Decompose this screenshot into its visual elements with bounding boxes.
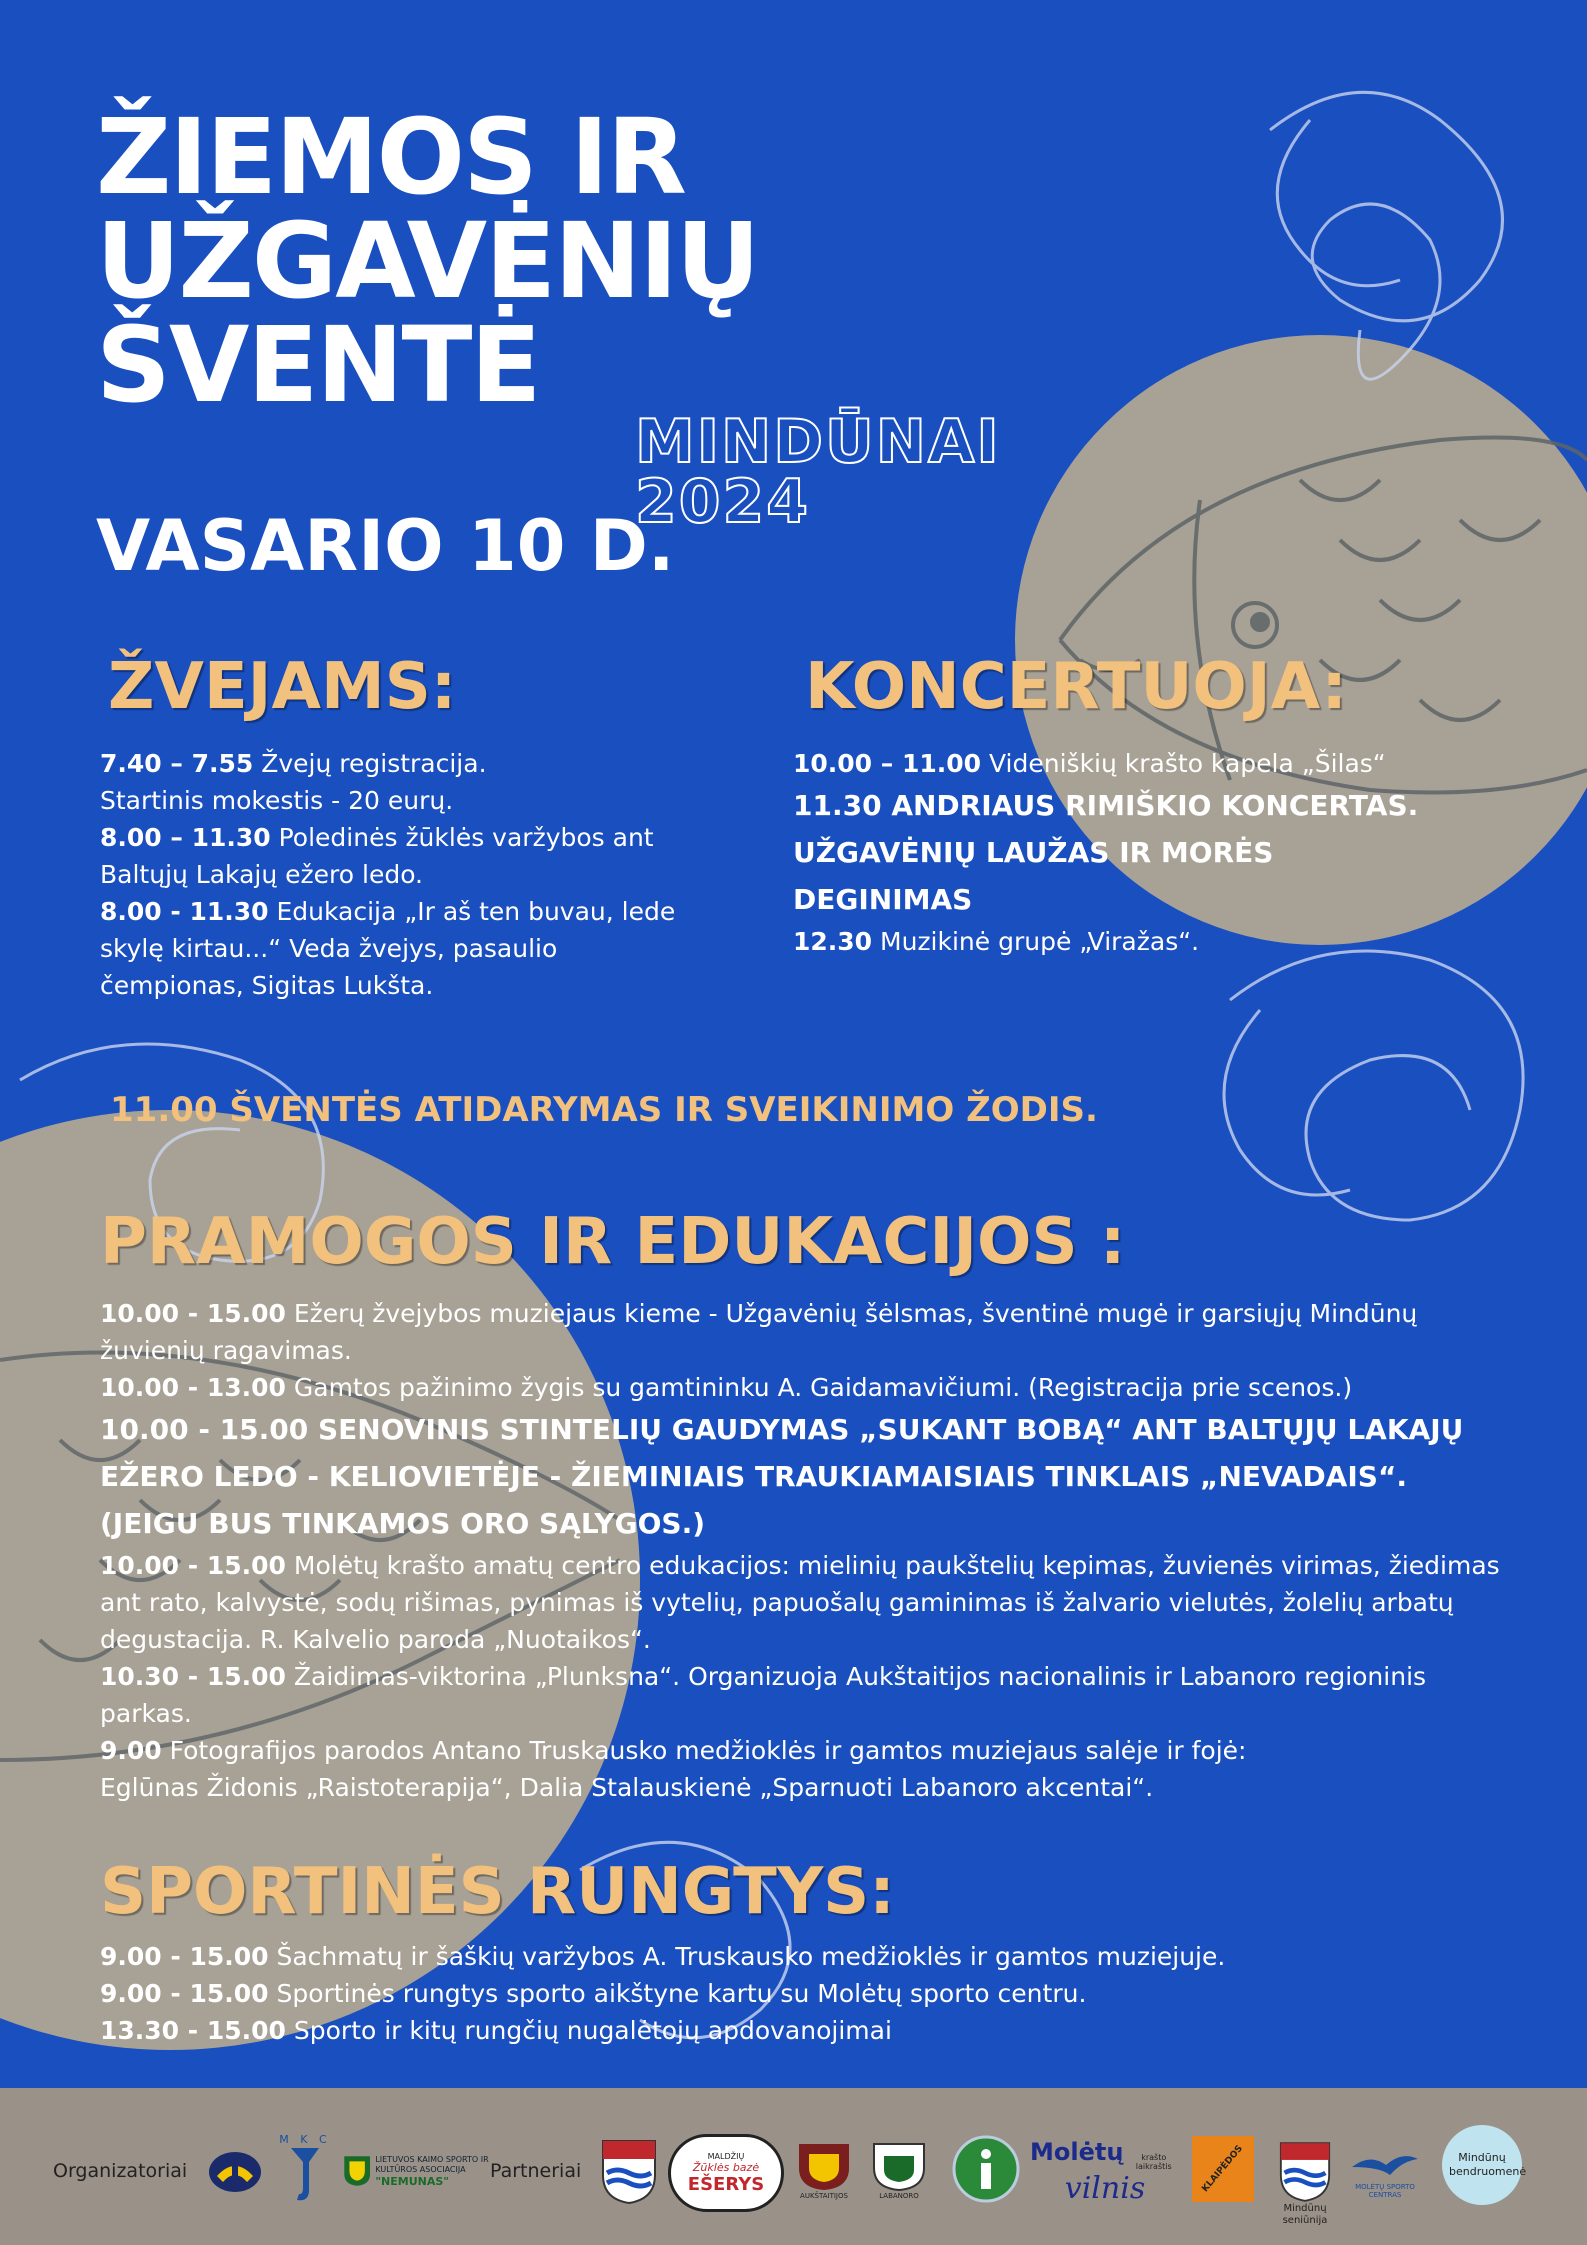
schedule-time: 7.40 – 7.55 xyxy=(100,749,254,778)
title-line-2: UŽGAVĖNIŲ xyxy=(96,200,759,322)
schedule-time: 12.30 xyxy=(793,927,873,956)
partner-logo-info xyxy=(950,2133,1022,2205)
event-location xyxy=(635,407,1001,537)
schedule-time: 9.00 - 15.00 xyxy=(100,1942,269,1971)
partner-logo-klaipedos xyxy=(1192,2136,1254,2202)
schedule-time: 8.00 – 11.30 xyxy=(100,823,271,852)
schedule-item xyxy=(100,819,700,893)
schedule-item-highlight: 10.00 - 15.00 SENOVINIS STINTELIŲ GAUDYMAS „SUKANT BOBĄ“ ANT BALTŲJŲ LAKAJŲ EŽERO LEDO - KELIOVIETĖJE - ŽIEMINIAIS TRAUKIAMAISIAIS TINKLAIS „NEVADAIS“. (JEIGU BUS TINKAMOS ORO SĄLYGOS.) xyxy=(100,1413,1464,1540)
schedule-item xyxy=(793,923,1443,960)
schedule-time: 13.30 - 15.00 xyxy=(100,2016,286,2045)
coat-of-arms-icon xyxy=(601,2139,657,2205)
labanoro-shield-icon xyxy=(872,2142,926,2192)
schedule-time: 9.00 - 15.00 xyxy=(100,1979,269,2008)
partner-logo-sporto-centras xyxy=(1345,2138,1425,2208)
schedule-time: 10.00 - 15.00 xyxy=(100,1551,286,1580)
aukstaitijos-label: AUKŠTAITIJOS xyxy=(800,2192,848,2200)
sports-heading: SPORTINĖS RUNGTYS: xyxy=(100,1855,895,1929)
sporto-centras-label: MOLĖTŲ SPORTO CENTRAS xyxy=(1355,2183,1415,2199)
eserys-prefix: MALDŽIŲ xyxy=(707,2151,745,2161)
nemunas-subtitle: LIETUVOS KAIMO SPORTO IR KULTŪROS ASOCIACIJA xyxy=(375,2154,489,2174)
sponsor-footer xyxy=(0,2088,1587,2245)
schedule-item xyxy=(100,1295,1500,1369)
klaipedos-text: KLAIPĖDOS xyxy=(1200,2143,1246,2195)
mask-logo-icon xyxy=(205,2146,265,2196)
event-year: 2024 xyxy=(635,467,810,537)
concert-heading: KONCERTUOJA: xyxy=(805,650,1347,724)
schedule-item-highlight: 11.30 ANDRIAUS RIMIŠKIO KONCERTAS. xyxy=(793,789,1419,822)
mkc-logo-text: M K C xyxy=(279,2132,331,2146)
opening-announcement: 11.00 ŠVENTĖS ATIDARYMAS IR SVEIKINIMO ŽODIS. xyxy=(110,1090,1098,1130)
schedule-text: Fotografijos parodos Antano Truskausko medžioklės ir gamtos muziejaus salėje ir fojė: xyxy=(161,1736,1247,1765)
schedule-text: Muzikinė grupė „Viražas“. xyxy=(872,927,1200,956)
title-line-3: ŠVENTĖ xyxy=(96,304,540,426)
schedule-item xyxy=(793,745,1443,782)
eserys-script: Žūklės bazė xyxy=(692,2160,760,2174)
schedule-time: 9.00 xyxy=(100,1736,162,1765)
schedule-item: Eglūnas Židonis „Raistoterapija“, Dalia Stalauskienė „Sparnuoti Labanoro akcentai“. xyxy=(100,1773,1154,1802)
schedule-time: 10.00 - 13.00 xyxy=(100,1373,286,1402)
schedule-time: 8.00 - 11.30 xyxy=(100,897,269,926)
schedule-item xyxy=(100,1369,1500,1406)
vilnis-text: vilnis xyxy=(1064,2171,1146,2206)
event-title xyxy=(96,96,759,426)
park-shield-icon xyxy=(797,2142,851,2192)
bendruomene-label: Mindūnų bendruomenė xyxy=(1449,2151,1527,2178)
schedule-time: 10.00 – 11.00 xyxy=(793,749,982,778)
partner-logo-seniunija xyxy=(1272,2128,1338,2240)
schedule-text: Gamtos pažinimo žygis su gamtininku A. Gaidamavičiumi. (Registracija prie scenos.) xyxy=(285,1373,1353,1402)
seniunija-label: Mindūnų seniūnija xyxy=(1282,2203,1328,2226)
moletu-text: Molėtų xyxy=(1030,2138,1124,2166)
schedule-text: Edukacija „Ir aš ten buvau, lede skylę kirtau...“ Veda žvejys, pasaulio čempionas, Sigitas Lukšta. xyxy=(100,897,676,1000)
bird-logo-icon xyxy=(1350,2147,1420,2183)
eserys-name: EŠERYS xyxy=(687,2173,765,2195)
event-date: VASARIO 10 D. xyxy=(96,505,675,587)
schedule-item xyxy=(100,893,700,1004)
schedule-text: Žaidimas-viktorina „Plunksna“. Organizuoja Aukštaitijos nacionalinis ir Labanoro regioninis parkas. xyxy=(100,1662,1427,1728)
schedule-time: 10.30 - 15.00 xyxy=(100,1662,286,1691)
partner-logo-bendruomene xyxy=(1442,2125,1527,2205)
entertainment-heading: PRAMOGOS IR EDUKACIJOS : xyxy=(100,1205,1126,1279)
schedule-item xyxy=(100,1732,1500,1769)
schedule-text: Sportinės rungtys sporto aikštyne kartu su Molėtų sporto centru. xyxy=(268,1979,1087,2008)
organizer-logo-1 xyxy=(205,2143,265,2198)
partners-label: Partneriai xyxy=(490,2160,582,2182)
mkc-figure-icon xyxy=(285,2146,325,2204)
sports-schedule xyxy=(100,1938,1500,2049)
schedule-text: Startinis mokestis - 20 eurų. xyxy=(100,786,454,815)
schedule-text: Šachmatų ir šaškių varžybos A. Truskausko medžioklės ir gamtos muziejuje. xyxy=(268,1942,1226,1971)
location-name: MINDŪNAI xyxy=(635,407,1001,477)
labanoro-label: LABANORO xyxy=(879,2192,919,2200)
partner-logo-coat-of-arms xyxy=(598,2136,660,2208)
title-line-1: ŽIEMOS IR xyxy=(96,96,685,218)
schedule-text: Molėtų krašto amatų centro edukacijos: mielinių paukštelių kepimas, žuvienės virimas, žiedimas ant rato, kalvystė, sodų rišimas, pynimas iš vytelių, papuošalų gaminimas iš žalvario vielutės, žolelių arbatų degustacija. R. Kalvelio paroda „Nuotaikos“. xyxy=(100,1551,1500,1654)
vilnis-subtitle: krašto laikraštis xyxy=(1135,2153,1172,2171)
partner-logo-labanoro xyxy=(868,2138,930,2204)
fishers-heading: ŽVEJAMS: xyxy=(108,650,457,724)
entertainment-schedule xyxy=(100,1295,1500,1806)
schedule-item xyxy=(100,1975,1500,2012)
partner-logo-moletu-vilnis xyxy=(1030,2136,1180,2208)
schedule-item-highlight: UŽGAVĖNIŲ LAUŽAS IR MORĖS DEGINIMAS xyxy=(793,836,1274,916)
organizer-logo-nemunas xyxy=(343,2136,508,2206)
schedule-item xyxy=(100,2012,1500,2049)
schedule-text: Sporto ir kitų rungčių nugalėtojų apdovanojimai xyxy=(285,2016,892,2045)
organizer-logo-mkc xyxy=(272,2128,338,2208)
schedule-item xyxy=(100,745,700,782)
schedule-text: Žvejų registracija. xyxy=(253,749,487,778)
partner-logo-eserys xyxy=(668,2134,784,2212)
schedule-time: 10.00 - 15.00 xyxy=(100,1299,286,1328)
schedule-item xyxy=(100,1547,1500,1658)
schedule-item xyxy=(100,1658,1500,1732)
organizers-label: Organizatoriai xyxy=(53,2160,188,2182)
info-icon xyxy=(951,2134,1021,2204)
schedule-item xyxy=(100,782,700,819)
nemunas-shield-icon xyxy=(343,2146,371,2196)
nemunas-name: "NEMUNAS" xyxy=(375,2174,450,2188)
schedule-text: Ežerų žvejybos muziejaus kieme - Užgavėnių šėlsmas, šventinė mugė ir garsiųjų Mindūnų žuvienių ragavimas. xyxy=(100,1299,1418,1365)
concert-schedule xyxy=(793,745,1443,960)
fishers-schedule xyxy=(100,745,700,1004)
schedule-item xyxy=(100,1938,1500,1975)
seniunija-coat-of-arms-icon xyxy=(1279,2141,1331,2203)
partner-logo-aukstaitijos xyxy=(793,2138,855,2204)
schedule-text: Poledinės žūklės varžybos ant Baltųjų Lakajų ežero ledo. xyxy=(100,823,654,889)
schedule-text: Videniškių krašto kapela „Šilas“ xyxy=(981,749,1386,778)
